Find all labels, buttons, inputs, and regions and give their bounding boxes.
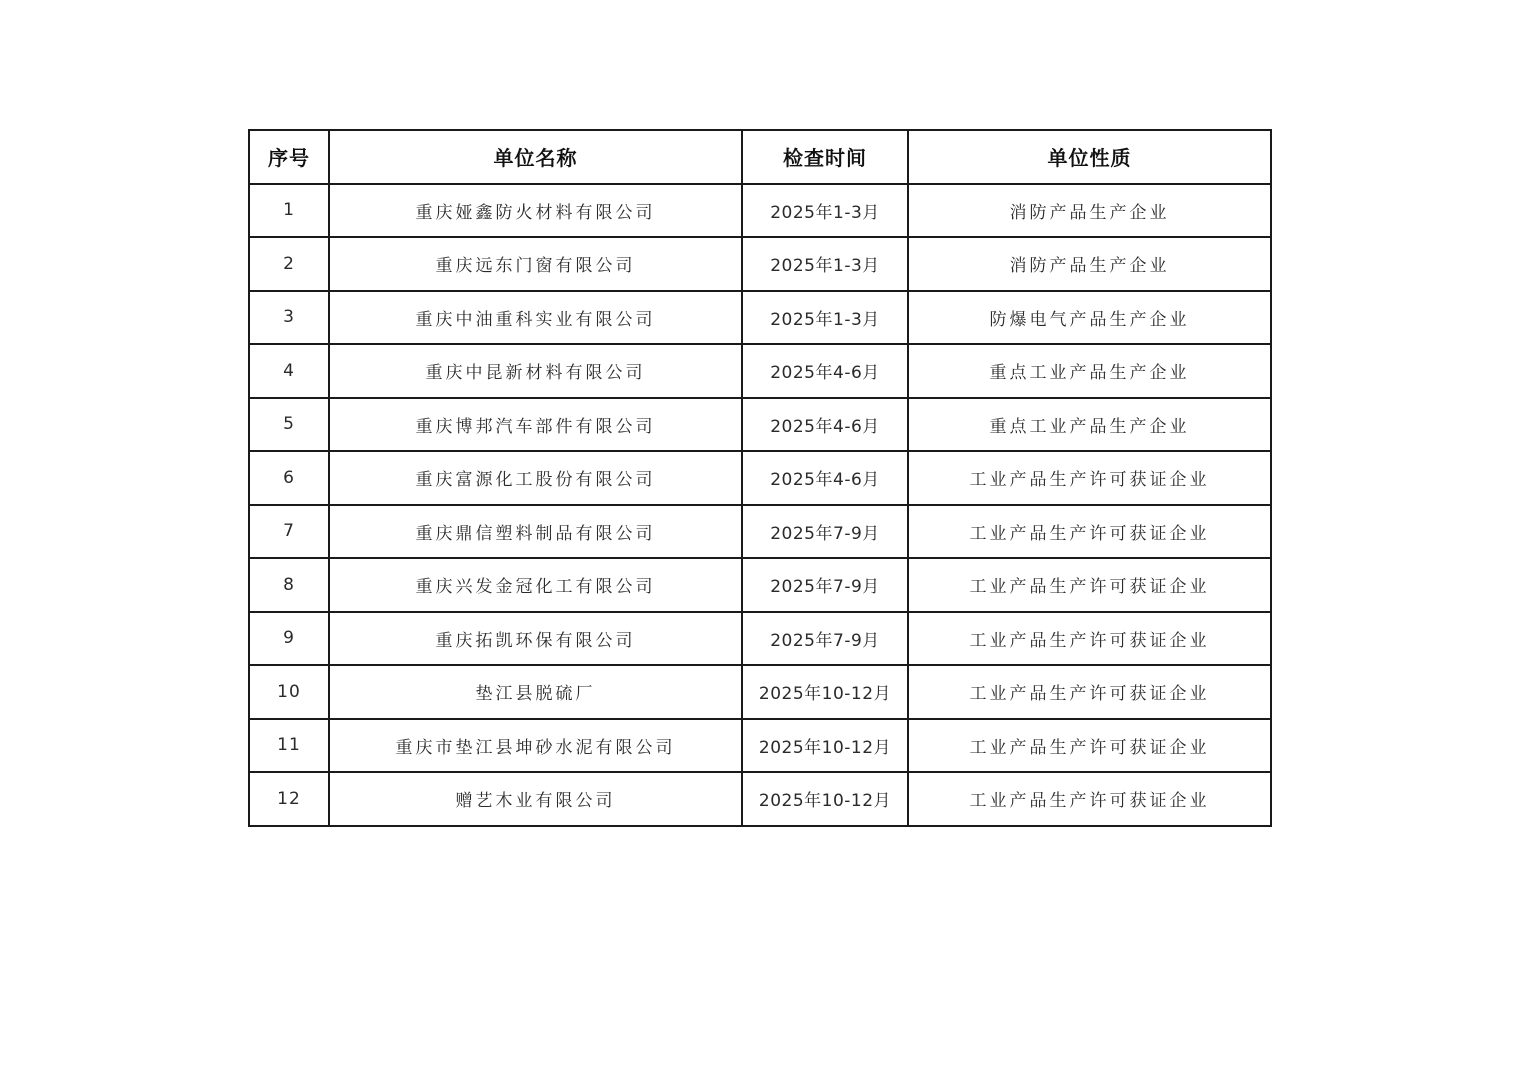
cell-serial-number: 12 [249,772,329,826]
table-row [249,612,1271,666]
cell-unit-name: 重庆兴发金冠化工有限公司 [329,558,742,612]
cell-unit-type: 工业产品生产许可获证企业 [908,612,1271,666]
cell-inspection-time: 2025年4-6月 [742,451,908,505]
table-row [249,505,1271,559]
table-row [249,291,1271,345]
cell-inspection-time: 2025年7-9月 [742,505,908,559]
cell-unit-type: 防爆电气产品生产企业 [908,291,1271,345]
table-row [249,398,1271,452]
cell-unit-name: 重庆拓凯环保有限公司 [329,612,742,666]
cell-inspection-time: 2025年1-3月 [742,237,908,291]
cell-unit-name: 垫江县脱硫厂 [329,665,742,719]
header-unit-type: 单位性质 [908,130,1271,184]
cell-unit-type: 工业产品生产许可获证企业 [908,451,1271,505]
table-header [249,130,1271,184]
cell-serial-number: 3 [249,291,329,345]
cell-unit-name: 重庆远东门窗有限公司 [329,237,742,291]
cell-unit-name: 重庆娅鑫防火材料有限公司 [329,184,742,238]
cell-unit-name: 重庆中油重科实业有限公司 [329,291,742,345]
table-row [249,558,1271,612]
cell-unit-type: 工业产品生产许可获证企业 [908,665,1271,719]
table-row [249,237,1271,291]
cell-serial-number: 5 [249,398,329,452]
table-row [249,772,1271,826]
cell-serial-number: 7 [249,505,329,559]
header-unit-name: 单位名称 [329,130,742,184]
header-inspection-time: 检查时间 [742,130,908,184]
cell-unit-type: 工业产品生产许可获证企业 [908,505,1271,559]
cell-serial-number: 9 [249,612,329,666]
cell-serial-number: 2 [249,237,329,291]
table-row [249,665,1271,719]
header-row [249,130,1271,184]
table-row [249,719,1271,773]
table-row [249,451,1271,505]
cell-inspection-time: 2025年1-3月 [742,184,908,238]
cell-inspection-time: 2025年7-9月 [742,558,908,612]
cell-unit-type: 工业产品生产许可获证企业 [908,719,1271,773]
table-body [249,184,1271,826]
cell-unit-name: 重庆富源化工股份有限公司 [329,451,742,505]
cell-inspection-time: 2025年4-6月 [742,344,908,398]
cell-serial-number: 10 [249,665,329,719]
cell-serial-number: 4 [249,344,329,398]
cell-inspection-time: 2025年10-12月 [742,719,908,773]
cell-inspection-time: 2025年10-12月 [742,772,908,826]
cell-inspection-time: 2025年1-3月 [742,291,908,345]
cell-unit-type: 重点工业产品生产企业 [908,398,1271,452]
header-serial-number: 序号 [249,130,329,184]
cell-serial-number: 1 [249,184,329,238]
cell-inspection-time: 2025年4-6月 [742,398,908,452]
cell-serial-number: 6 [249,451,329,505]
table-row [249,184,1271,238]
cell-inspection-time: 2025年7-9月 [742,612,908,666]
cell-serial-number: 8 [249,558,329,612]
cell-serial-number: 11 [249,719,329,773]
cell-unit-type: 工业产品生产许可获证企业 [908,772,1271,826]
cell-unit-name: 赠艺木业有限公司 [329,772,742,826]
cell-inspection-time: 2025年10-12月 [742,665,908,719]
table-row [249,344,1271,398]
cell-unit-name: 重庆中昆新材料有限公司 [329,344,742,398]
cell-unit-type: 工业产品生产许可获证企业 [908,558,1271,612]
cell-unit-type: 重点工业产品生产企业 [908,344,1271,398]
cell-unit-name: 重庆市垫江县坤砂水泥有限公司 [329,719,742,773]
cell-unit-name: 重庆鼎信塑料制品有限公司 [329,505,742,559]
inspection-table [248,129,1272,827]
cell-unit-type: 消防产品生产企业 [908,184,1271,238]
cell-unit-type: 消防产品生产企业 [908,237,1271,291]
cell-unit-name: 重庆博邦汽车部件有限公司 [329,398,742,452]
